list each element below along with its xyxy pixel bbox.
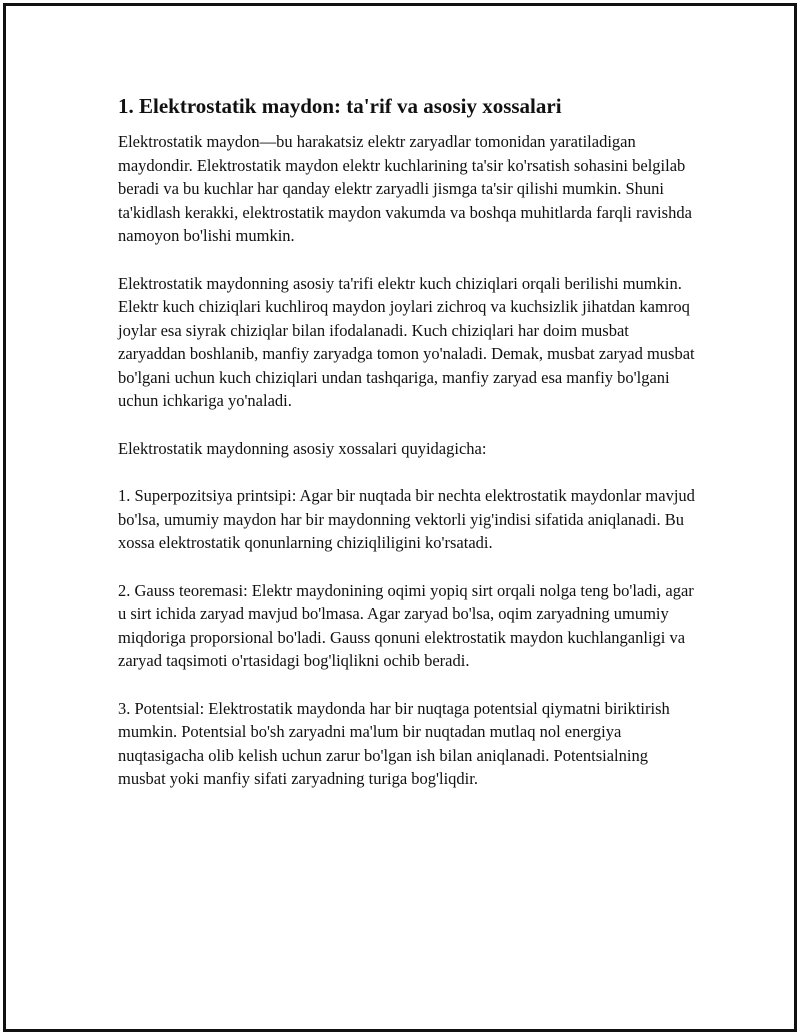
paragraph-field-lines: Elektrostatik maydonning asosiy ta'rifi elektr kuch chiziqlari orqali berilishi mumkin. Elektr kuch chiziqlari kuchliroq maydon joylari zichroq va kuchsizlik jihatdan kamroq joylar esa siyrak chiziqlar bilan ifodalanadi. Kuch chiziqlari har doim musbat zaryaddan boshlanib, manfiy zaryadga tomon yo'naladi. Demak, musbat zaryad musbat bo'lgani uchun kuch chiziqlari undan tashqariga, manfiy zaryad esa manfiy bo'lgani uchun ichkariga yo'naladi. [118,273,695,410]
paragraph-superposition: 1. Superpozitsiya printsipi: Agar bir nuqtada bir nechta elektrostatik maydonlar mavjud bo'lsa, umumiy maydon har bir maydonning vektorli yig'indisi sifatida aniqlanadi. Bu xossa elektrostatik qonunlarning chiziqliligini ko'rsatadi. [118,486,695,552]
document-title: 1. Elektrostatik maydon: ta'rif va asosiy xossalari [118,94,562,118]
document-body [118,92,698,815]
paragraph-gauss-theorem: 2. Gauss teoremasi: Elektr maydonining oqimi yopiq sirt orqali nolga teng bo'ladi, agar u sirt ichida zaryad mavjud bo'lmasa. Agar zaryad bo'lsa, oqim zaryadning umumiy miqdoriga proporsional bo'ladi. Gauss qonuni elektrostatik maydon kuchlanganligi va zaryad taqsimoti o'rtasidagi bog'liqlikni ochib beradi. [118,580,694,670]
paragraph-properties-intro: Elektrostatik maydonning asosiy xossalari quyidagicha: [118,438,487,458]
paragraph-potential: 3. Potentsial: Elektrostatik maydonda har bir nuqtaga potentsial qiymatni biriktirish mumkin. Potentsial bo'sh zaryadni ma'lum bir nuqtadan mutlaq nol energiya nuqtasigacha olib kelish uchun zarur bo'lgan ish bilan aniqlanadi. Potentsialning musbat yoki manfiy sifati zaryadning turiga bog'liqdir. [118,698,670,788]
paragraph-definition: Elektrostatik maydon—bu harakatsiz elektr zaryadlar tomonidan yaratiladigan maydondir. Elektrostatik maydon elektr kuchlarining ta'sir ko'rsatish sohasini belgilab beradi va bu kuchlar har qanday elektr zaryadli jismga ta'sir qilishi mumkin. Shuni ta'kidlash kerakki, elektrostatik maydon vakumda va boshqa muhitlarda farqli ravishda namoyon bo'lishi mumkin. [118,132,692,245]
